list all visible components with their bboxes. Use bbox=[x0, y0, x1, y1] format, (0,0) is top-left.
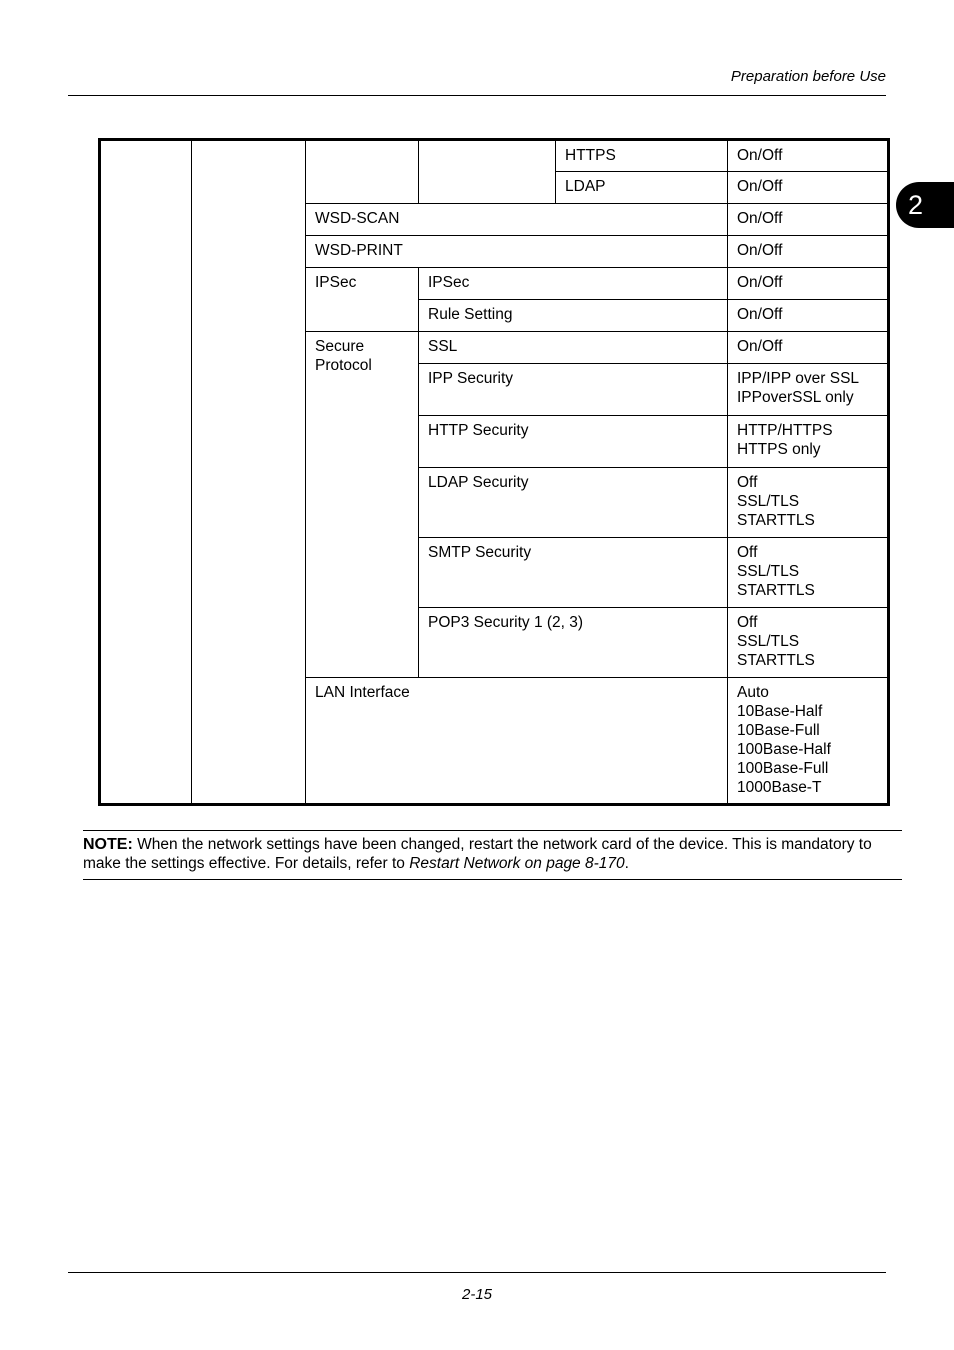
value-ssl: On/Off bbox=[728, 332, 889, 364]
header-divider bbox=[68, 95, 886, 96]
value-lan-interface: Auto 10Base-Half 10Base-Full 100Base-Half 100Base-Full 1000Base-T bbox=[728, 678, 889, 805]
group-ipsec: IPSec bbox=[306, 268, 419, 332]
setting-rule-setting: Rule Setting bbox=[419, 300, 728, 332]
footer-divider bbox=[68, 1272, 886, 1273]
empty-level-1-cell bbox=[100, 140, 192, 805]
setting-wsd-print: WSD-PRINT bbox=[306, 236, 728, 268]
table-row bbox=[100, 140, 889, 172]
setting-ldap: LDAP bbox=[556, 172, 728, 204]
value-wsd-print: On/Off bbox=[728, 236, 889, 268]
note-end: . bbox=[624, 855, 629, 872]
page-number: 2-15 bbox=[461, 1286, 493, 1303]
note-text: When the network settings have been changed, restart the network card of the device. This is mandatory to make the settings effective. For details, refer to bbox=[83, 836, 872, 872]
value-rule-setting: On/Off bbox=[728, 300, 889, 332]
value-http-security: HTTP/HTTPS HTTPS only bbox=[728, 416, 889, 468]
chapter-tab: 2 bbox=[896, 182, 954, 228]
setting-smtp-security: SMTP Security bbox=[419, 538, 728, 608]
empty-level-3-cell bbox=[306, 140, 419, 204]
running-header: Preparation before Use bbox=[730, 68, 886, 85]
value-pop3-security: Off SSL/TLS STARTTLS bbox=[728, 608, 889, 678]
value-ipp-security: IPP/IPP over SSL IPPoverSSL only bbox=[728, 364, 889, 416]
setting-ipp-security: IPP Security bbox=[419, 364, 728, 416]
network-settings-table bbox=[98, 138, 890, 806]
setting-ldap-security: LDAP Security bbox=[419, 468, 728, 538]
value-smtp-security: Off SSL/TLS STARTTLS bbox=[728, 538, 889, 608]
note-label: NOTE: bbox=[83, 836, 133, 853]
setting-wsd-scan: WSD-SCAN bbox=[306, 204, 728, 236]
value-ipsec: On/Off bbox=[728, 268, 889, 300]
note-box bbox=[83, 830, 902, 880]
empty-level-4-cell bbox=[419, 140, 556, 204]
group-secure-protocol: Secure Protocol bbox=[306, 332, 419, 678]
value-https: On/Off bbox=[728, 140, 889, 172]
empty-level-2-cell bbox=[192, 140, 306, 805]
setting-http-security: HTTP Security bbox=[419, 416, 728, 468]
value-ldap: On/Off bbox=[728, 172, 889, 204]
setting-lan-interface: LAN Interface bbox=[306, 678, 728, 805]
note-reference: Restart Network on page 8-170 bbox=[409, 855, 625, 872]
value-wsd-scan: On/Off bbox=[728, 204, 889, 236]
setting-https: HTTPS bbox=[556, 140, 728, 172]
setting-ssl: SSL bbox=[419, 332, 728, 364]
setting-pop3-security: POP3 Security 1 (2, 3) bbox=[419, 608, 728, 678]
setting-ipsec: IPSec bbox=[419, 268, 728, 300]
value-ldap-security: Off SSL/TLS STARTTLS bbox=[728, 468, 889, 538]
